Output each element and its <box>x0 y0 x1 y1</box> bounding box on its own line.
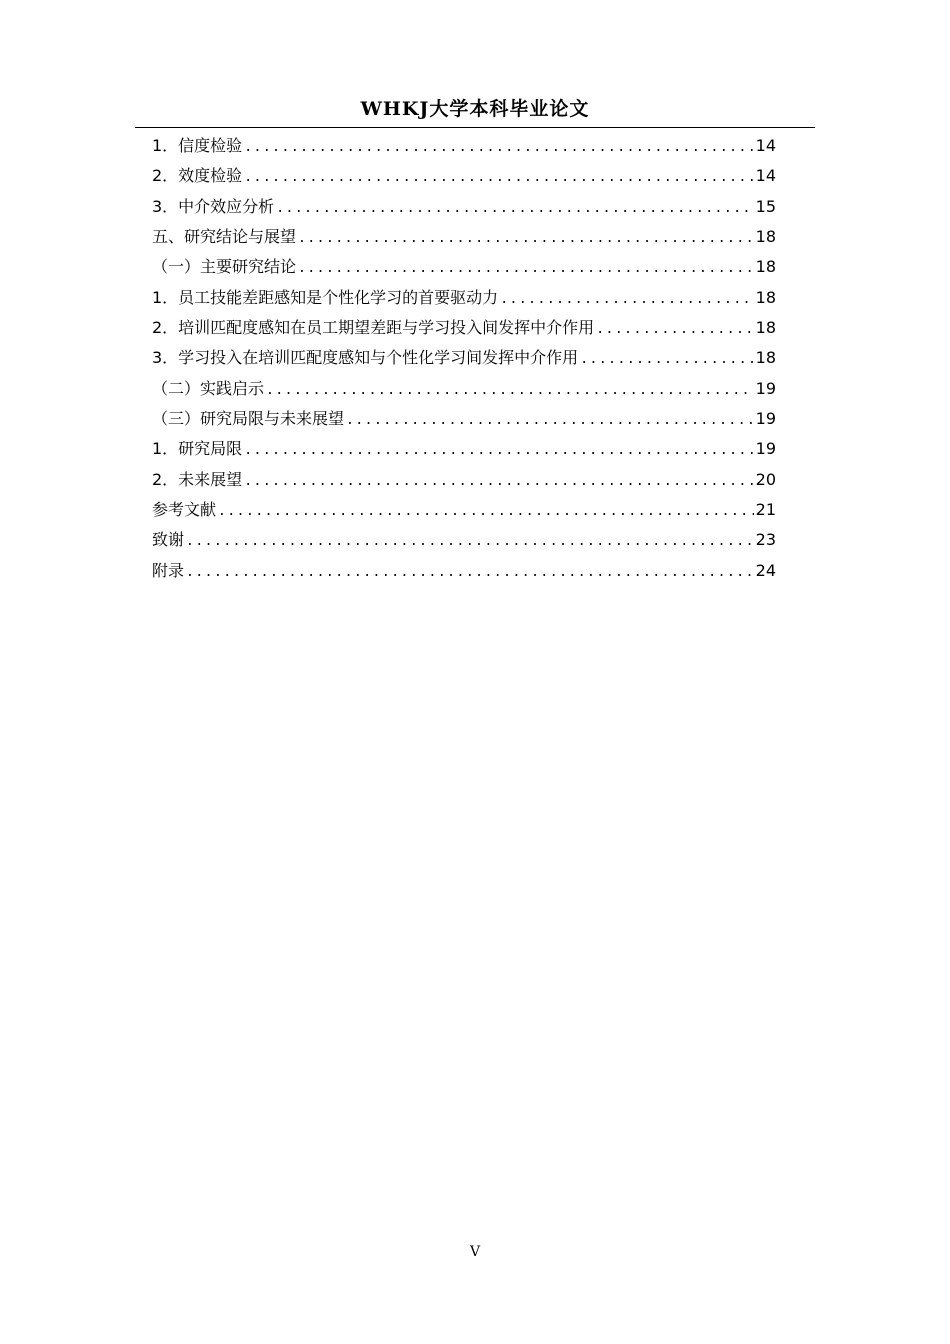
toc-entry[interactable] <box>152 222 776 252</box>
toc-dot-leader <box>186 558 754 588</box>
toc-entry-page: 18 <box>755 317 776 337</box>
toc-dot-leader <box>298 254 754 284</box>
toc-entry-page: 18 <box>755 226 776 246</box>
toc-entry[interactable] <box>152 161 776 191</box>
toc-entry-page: 19 <box>755 408 776 428</box>
toc-entry-title: 1．员工技能差距感知是个性化学习的首要驱动力 <box>152 287 499 307</box>
toc-entry-title: 2．未来展望 <box>152 469 243 489</box>
toc-entry-page: 23 <box>755 530 776 550</box>
toc-dot-leader <box>346 406 754 436</box>
toc-entry-title: 参考文献 <box>152 499 217 519</box>
toc-entry-page: 14 <box>755 166 776 186</box>
toc-entry-title: 致谢 <box>152 530 185 550</box>
toc-entry[interactable] <box>152 556 776 586</box>
toc-entry-page: 19 <box>755 378 776 398</box>
toc-entry[interactable] <box>152 525 776 555</box>
toc-dot-leader <box>580 345 753 375</box>
page-number: V <box>469 1244 481 1260</box>
toc-entry[interactable] <box>152 404 776 434</box>
toc-dot-leader <box>186 527 754 557</box>
toc-entry-title: 1．研究局限 <box>152 439 243 459</box>
toc-entry-title: 附录 <box>152 560 185 580</box>
toc-entry[interactable] <box>152 434 776 464</box>
toc-dot-leader <box>276 194 753 224</box>
toc-dot-leader <box>266 376 754 406</box>
toc-entry[interactable] <box>152 343 776 373</box>
toc-entry-title: 3．中介效应分析 <box>152 196 275 216</box>
toc-entry-title: 五、研究结论与展望 <box>152 226 297 246</box>
toc-dot-leader <box>596 315 753 345</box>
toc-entry[interactable] <box>152 283 776 313</box>
header-divider <box>135 127 815 128</box>
toc-entry-page: 18 <box>755 257 776 277</box>
toc-entry-title: 2．效度检验 <box>152 166 243 186</box>
toc-entry-page: 19 <box>755 439 776 459</box>
running-header: WHKJ大学本科毕业论文 <box>360 98 590 120</box>
toc-entry[interactable] <box>152 252 776 282</box>
toc-dot-leader <box>244 133 753 163</box>
toc-dot-leader <box>218 497 754 527</box>
toc-dot-leader <box>244 436 753 466</box>
toc-entry-title: 1．信度检验 <box>152 136 243 155</box>
toc-entry[interactable] <box>152 465 776 495</box>
toc-entry-title: 3．学习投入在培训匹配度感知与个性化学习间发挥中介作用 <box>152 348 579 368</box>
toc-entry[interactable] <box>152 313 776 343</box>
toc-entry-page: 20 <box>755 469 776 489</box>
toc-entry-page: 24 <box>755 560 776 580</box>
toc-entry[interactable] <box>152 495 776 525</box>
toc-entry-page: 18 <box>755 287 776 307</box>
toc-entry-title: （二）实践启示 <box>152 378 265 398</box>
toc-entry-page: 15 <box>755 196 776 216</box>
toc-entry-page: 14 <box>755 136 776 155</box>
toc-entry[interactable] <box>152 374 776 404</box>
toc-dot-leader <box>244 467 753 497</box>
toc-entry[interactable] <box>152 192 776 222</box>
toc-entry-title: 2．培训匹配度感知在员工期望差距与学习投入间发挥中介作用 <box>152 317 595 337</box>
table-of-contents <box>152 131 776 586</box>
toc-entry-title: （三）研究局限与未来展望 <box>152 408 345 428</box>
toc-entry[interactable] <box>152 131 776 161</box>
toc-dot-leader <box>244 163 753 193</box>
toc-dot-leader <box>500 285 753 315</box>
toc-entry-title: （一）主要研究结论 <box>152 257 297 277</box>
toc-entry-page: 21 <box>755 499 776 519</box>
toc-dot-leader <box>298 224 754 254</box>
toc-entry-page: 18 <box>755 348 776 368</box>
